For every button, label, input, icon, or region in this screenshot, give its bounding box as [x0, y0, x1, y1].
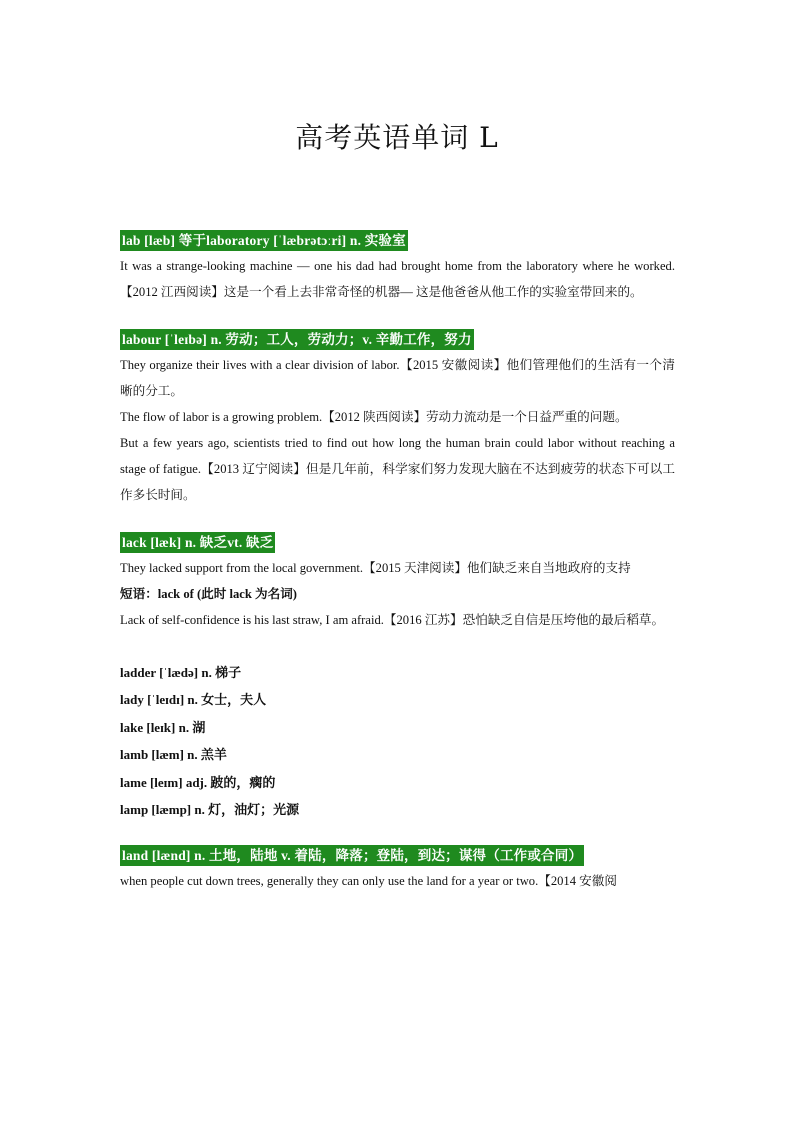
entry-heading: labour [ˈleɪbə] n. 劳动；工人，劳动力；v. 辛勤工作，努力: [120, 329, 474, 350]
page-title: 高考英语单词 L: [295, 121, 499, 154]
word-item: lamb [læm] n. 羔羊: [120, 747, 227, 763]
word-item: ladder [ˈlædə] n. 梯子: [120, 665, 242, 680]
word-list: [120, 659, 675, 823]
example-paragraph: It was a strange-looking machine — one his dad had brought home from the laboratory where he worked.【2012 江西阅读】这是一个看上去非常奇怪的机器— 这是他爸爸从他工作的实验室带回来的。: [120, 259, 675, 299]
word-item: lady [ˈleɪdɪ] n. 女士，夫人: [120, 692, 267, 708]
example-paragraph: Lack of self-confidence is his last straw, I am afraid.【2016 江苏】恐怕缺乏自信是压垮他的最后稻草。: [120, 613, 665, 627]
example-paragraph: The flow of labor is a growing problem.【2012 陕西阅读】劳动力流动是一个日益严重的问题。: [120, 410, 628, 424]
example-paragraph: But a few years ago, scientists tried to find out how long the human brain could labor without reaching a stage of fatigue.【2013 辽宁阅读】但是几年前，科学家们努力发现大脑在不达到疲劳的状态下可以工作多长时间。: [120, 436, 675, 502]
entry-heading: lack [læk] n. 缺乏vt. 缺乏: [120, 532, 275, 553]
entry-labour: [120, 329, 675, 508]
entry-lab: [120, 230, 675, 305]
document-body: [120, 230, 675, 894]
phrase-note: 短语：lack of (此时 lack 为名词): [120, 587, 298, 601]
example-paragraph: They lacked support from the local government.【2015 天津阅读】他们缺乏来自当地政府的支持: [120, 561, 631, 575]
example-paragraph: They organize their lives with a clear division of labor.【2015 安徽阅读】他们管理他们的生活有一个清晰的分工。: [120, 358, 675, 398]
example-paragraph: when people cut down trees, generally they can only use the land for a year or two.【2014 安徽阅: [120, 874, 617, 889]
word-item: lamp [læmp] n. 灯，油灯；光源: [120, 802, 300, 818]
entry-heading: land [lænd] n. 土地，陆地 v. 着陆，降落；登陆，到达；谋得（工作或合同）: [120, 845, 584, 866]
entry-heading: lab [læb] 等于laboratory [ˈlæbrətɔːri] n. 实验室: [120, 230, 408, 251]
entry-land: [120, 845, 675, 894]
word-item: lake [leɪk] n. 湖: [120, 719, 206, 735]
entry-lack: [120, 532, 675, 633]
word-item: lame [leɪm] adj. 跛的，瘸的: [120, 774, 276, 790]
